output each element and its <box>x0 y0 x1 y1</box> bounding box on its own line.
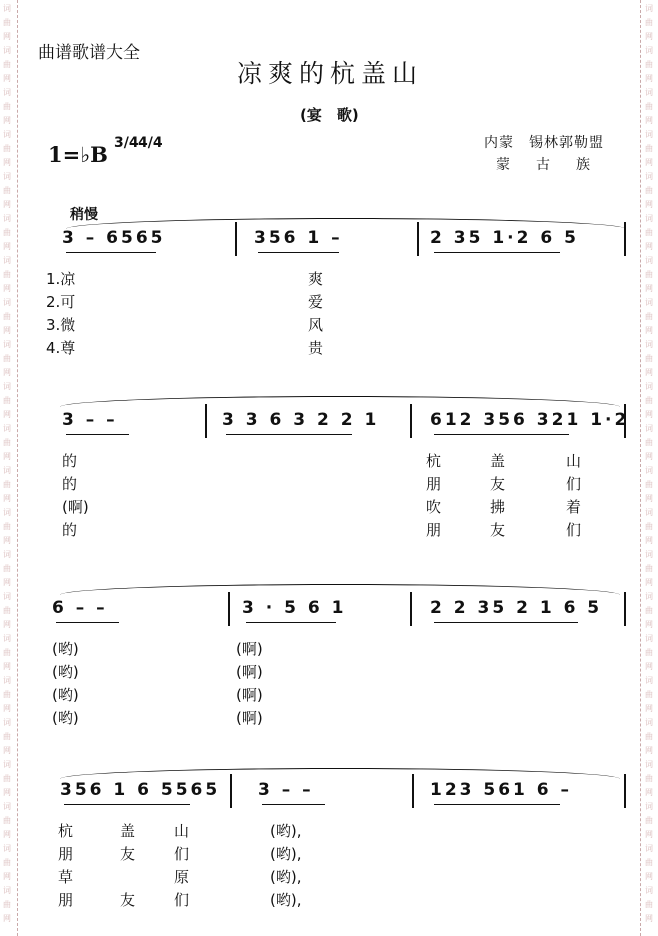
watermark-glyph: 词 <box>3 382 11 391</box>
watermark-glyph: 曲 <box>645 564 653 573</box>
watermark-glyph: 网 <box>3 536 11 545</box>
watermark-glyph: 网 <box>3 158 11 167</box>
watermark-glyph: 网 <box>645 116 653 125</box>
lyric-syllable: 友 <box>490 475 506 493</box>
watermark-glyph: 网 <box>645 788 653 797</box>
measure-notes: 3 3 6 3 2 2 1 <box>222 410 380 430</box>
measure-notes: 356 1 6 5565 <box>60 780 221 800</box>
watermark-glyph: 曲 <box>3 18 11 27</box>
note-beam <box>434 252 560 253</box>
watermark-glyph: 词 <box>645 298 653 307</box>
barline <box>417 222 419 256</box>
note-beam <box>434 622 578 623</box>
barline <box>624 592 626 626</box>
watermark-glyph: 曲 <box>645 396 653 405</box>
watermark-glyph: 曲 <box>645 522 653 531</box>
watermark-glyph: 词 <box>3 214 11 223</box>
phrase-slur <box>60 584 620 595</box>
watermark-glyph: 网 <box>645 914 653 923</box>
note-beam <box>258 252 339 253</box>
watermark-glyph: 网 <box>3 452 11 461</box>
watermark-glyph: 曲 <box>3 480 11 489</box>
barline <box>624 404 626 438</box>
lyric-syllable: 朋 <box>58 891 74 909</box>
watermark-glyph: 词 <box>645 802 653 811</box>
watermark-glyph: 词 <box>3 340 11 349</box>
barline <box>410 404 412 438</box>
watermark-glyph: 曲 <box>645 312 653 321</box>
measure-notes: 2 35 1·2 6 5 <box>430 228 579 248</box>
watermark-glyph: 曲 <box>3 60 11 69</box>
watermark-glyph: 网 <box>645 830 653 839</box>
watermark-glyph: 曲 <box>3 438 11 447</box>
lyric-syllable: 杭 <box>58 822 74 840</box>
lyric-syllable: 朋 <box>426 475 442 493</box>
lyric-syllable: (哟), <box>270 891 302 909</box>
measure-notes: 2 2 35 2 1 6 5 <box>430 598 603 618</box>
watermark-glyph: 网 <box>645 410 653 419</box>
lyric-syllable: 友 <box>490 521 506 539</box>
lyric-syllable: (啊) <box>62 498 89 516</box>
measure-notes: 6 – – <box>52 598 108 618</box>
watermark-glyph: 词 <box>645 886 653 895</box>
lyric-syllable: 的 <box>62 452 78 470</box>
left-watermark-rail <box>0 0 18 936</box>
watermark-glyph: 曲 <box>3 144 11 153</box>
watermark-glyph: 曲 <box>645 144 653 153</box>
lyric-syllable: (啊) <box>236 686 263 704</box>
watermark-glyph: 网 <box>645 872 653 881</box>
watermark-glyph: 曲 <box>3 270 11 279</box>
watermark-glyph: 网 <box>645 536 653 545</box>
lyric-syllable: 朋 <box>58 845 74 863</box>
lyric-syllable: (啊) <box>236 663 263 681</box>
watermark-glyph: 词 <box>645 130 653 139</box>
watermark-glyph: 曲 <box>3 900 11 909</box>
watermark-glyph: 词 <box>3 466 11 475</box>
watermark-glyph: 网 <box>645 74 653 83</box>
watermark-glyph: 词 <box>3 424 11 433</box>
watermark-glyph: 词 <box>3 550 11 559</box>
lyric-syllable: 3.微 <box>46 316 76 334</box>
key-signature: 1=♭B <box>48 142 108 167</box>
watermark-glyph: 曲 <box>3 102 11 111</box>
lyric-syllable: (啊) <box>236 709 263 727</box>
watermark-glyph: 曲 <box>3 816 11 825</box>
lyric-syllable: 盖 <box>120 822 136 840</box>
watermark-glyph: 曲 <box>3 858 11 867</box>
barline <box>412 774 414 808</box>
lyric-syllable: 风 <box>308 316 324 334</box>
watermark-glyph: 曲 <box>3 564 11 573</box>
lyric-syllable: 拂 <box>490 498 506 516</box>
watermark-glyph: 曲 <box>645 228 653 237</box>
watermark-glyph: 词 <box>645 718 653 727</box>
watermark-glyph: 词 <box>645 592 653 601</box>
time-signature-3-4 <box>114 135 139 151</box>
time-signature-text: 3/4 <box>114 135 139 151</box>
watermark-glyph: 网 <box>645 200 653 209</box>
watermark-glyph: 词 <box>645 508 653 517</box>
barline <box>205 404 207 438</box>
lyric-syllable: 1.凉 <box>46 270 76 288</box>
watermark-glyph: 网 <box>645 578 653 587</box>
watermark-glyph: 网 <box>3 410 11 419</box>
watermark-glyph: 网 <box>3 368 11 377</box>
watermark-glyph: 曲 <box>645 480 653 489</box>
note-beam <box>434 804 560 805</box>
watermark-glyph: 曲 <box>645 354 653 363</box>
watermark-glyph: 网 <box>3 242 11 251</box>
watermark-glyph: 词 <box>645 256 653 265</box>
watermark-glyph: 曲 <box>3 732 11 741</box>
watermark-glyph: 曲 <box>645 606 653 615</box>
measure-notes: 3 – 6565 <box>62 228 166 248</box>
watermark-glyph: 曲 <box>3 774 11 783</box>
watermark-glyph: 词 <box>645 88 653 97</box>
watermark-glyph: 词 <box>3 298 11 307</box>
lyric-syllable: 们 <box>566 521 582 539</box>
watermark-glyph: 曲 <box>3 396 11 405</box>
measure-notes: 356 1 – <box>254 228 343 248</box>
note-beam <box>66 252 156 253</box>
watermark-glyph: 曲 <box>645 186 653 195</box>
watermark-glyph: 网 <box>645 704 653 713</box>
lyric-syllable: (哟) <box>52 686 79 704</box>
lyric-syllable: 山 <box>174 822 190 840</box>
watermark-glyph: 曲 <box>645 858 653 867</box>
song-title: 凉爽的杭盖山 <box>236 59 423 88</box>
lyric-syllable: (哟), <box>270 822 302 840</box>
watermark-glyph: 词 <box>3 802 11 811</box>
watermark-glyph: 词 <box>3 844 11 853</box>
measure-notes: 123 561 6 – <box>430 780 573 800</box>
watermark-glyph: 词 <box>645 382 653 391</box>
watermark-glyph: 词 <box>645 760 653 769</box>
watermark-glyph: 词 <box>3 592 11 601</box>
watermark-glyph: 曲 <box>3 606 11 615</box>
watermark-glyph: 词 <box>3 4 11 13</box>
watermark-glyph: 网 <box>3 704 11 713</box>
watermark-glyph: 词 <box>3 508 11 517</box>
watermark-glyph: 词 <box>645 172 653 181</box>
watermark-glyph: 词 <box>3 88 11 97</box>
barline <box>228 592 230 626</box>
watermark-glyph: 网 <box>3 116 11 125</box>
measure-notes: 3 – – <box>258 780 314 800</box>
origin-ethnicity: 蒙古族 <box>496 157 616 173</box>
song-subtitle: (宴 歌) <box>300 106 359 124</box>
lyric-syllable: 爽 <box>308 270 324 288</box>
watermark-glyph: 网 <box>3 326 11 335</box>
lyric-syllable: (哟), <box>270 868 302 886</box>
origin-region: 内蒙 锡林郭勒盟 <box>484 135 604 151</box>
lyric-syllable: 原 <box>174 868 190 886</box>
lyric-syllable: 山 <box>566 452 582 470</box>
lyric-syllable: (哟), <box>270 845 302 863</box>
watermark-glyph: 词 <box>3 130 11 139</box>
measure-notes: 612 356 321 1·2 <box>430 410 630 430</box>
watermark-glyph: 网 <box>3 74 11 83</box>
right-rail-line <box>640 0 641 936</box>
watermark-glyph: 曲 <box>3 312 11 321</box>
watermark-glyph: 词 <box>3 172 11 181</box>
watermark-glyph: 曲 <box>645 270 653 279</box>
watermark-glyph: 词 <box>645 340 653 349</box>
note-beam <box>66 434 129 435</box>
watermark-glyph: 网 <box>645 326 653 335</box>
watermark-glyph: 曲 <box>645 732 653 741</box>
watermark-glyph: 词 <box>3 760 11 769</box>
watermark-glyph: 曲 <box>645 648 653 657</box>
watermark-glyph: 网 <box>3 32 11 41</box>
lyric-syllable: 着 <box>566 498 582 516</box>
watermark-glyph: 曲 <box>3 354 11 363</box>
lyric-syllable: 友 <box>120 845 136 863</box>
lyric-syllable: 爱 <box>308 293 324 311</box>
watermark-glyph: 词 <box>645 550 653 559</box>
watermark-glyph: 曲 <box>3 186 11 195</box>
note-beam <box>56 622 119 623</box>
time-signature-4-4 <box>138 135 163 151</box>
watermark-glyph: 词 <box>645 634 653 643</box>
lyric-syllable: 草 <box>58 868 74 886</box>
barline <box>410 592 412 626</box>
watermark-glyph: 词 <box>645 214 653 223</box>
measure-notes: 3 · 5 6 1 <box>242 598 347 618</box>
lyric-syllable: 4.尊 <box>46 339 76 357</box>
time-signature-text: 4/4 <box>138 135 163 151</box>
watermark-glyph: 词 <box>3 718 11 727</box>
lyric-syllable: 贵 <box>308 339 324 357</box>
watermark-glyph: 网 <box>3 830 11 839</box>
watermark-glyph: 词 <box>3 256 11 265</box>
watermark-glyph: 网 <box>645 32 653 41</box>
lyric-syllable: 2.可 <box>46 293 76 311</box>
lyric-syllable: 朋 <box>426 521 442 539</box>
watermark-glyph: 网 <box>3 872 11 881</box>
watermark-glyph: 曲 <box>3 690 11 699</box>
watermark-glyph: 网 <box>645 452 653 461</box>
right-watermark-rail <box>640 0 658 936</box>
lyric-syllable: 们 <box>566 475 582 493</box>
watermark-glyph: 网 <box>645 158 653 167</box>
watermark-glyph: 词 <box>645 466 653 475</box>
lyric-syllable: 盖 <box>490 452 506 470</box>
watermark-glyph: 网 <box>645 662 653 671</box>
lyric-syllable: (哟) <box>52 640 79 658</box>
lyric-syllable: (哟) <box>52 709 79 727</box>
watermark-glyph: 网 <box>3 914 11 923</box>
watermark-glyph: 网 <box>645 746 653 755</box>
barline <box>235 222 237 256</box>
watermark-glyph: 网 <box>3 494 11 503</box>
watermark-glyph: 词 <box>645 844 653 853</box>
watermark-glyph: 网 <box>645 368 653 377</box>
phrase-slur <box>60 396 620 407</box>
note-beam <box>246 622 336 623</box>
barline <box>624 222 626 256</box>
site-title: 曲谱歌谱大全 <box>38 43 140 63</box>
watermark-glyph: 曲 <box>645 816 653 825</box>
watermark-glyph: 网 <box>3 746 11 755</box>
watermark-glyph: 曲 <box>3 648 11 657</box>
watermark-glyph: 网 <box>3 200 11 209</box>
watermark-glyph: 网 <box>645 284 653 293</box>
watermark-glyph: 词 <box>645 4 653 13</box>
note-beam <box>434 434 569 435</box>
lyric-syllable: 吹 <box>426 498 442 516</box>
lyric-syllable: (哟) <box>52 663 79 681</box>
barline <box>624 774 626 808</box>
watermark-glyph: 网 <box>3 662 11 671</box>
watermark-glyph: 曲 <box>645 102 653 111</box>
tempo-marking: 稍慢 <box>70 207 98 223</box>
watermark-glyph: 曲 <box>3 228 11 237</box>
watermark-glyph: 词 <box>3 886 11 895</box>
watermark-glyph: 曲 <box>3 522 11 531</box>
watermark-glyph: 网 <box>3 284 11 293</box>
lyric-syllable: 友 <box>120 891 136 909</box>
left-rail-line <box>17 0 18 936</box>
watermark-glyph: 词 <box>645 424 653 433</box>
note-beam <box>226 434 352 435</box>
note-beam <box>262 804 325 805</box>
watermark-glyph: 词 <box>645 676 653 685</box>
watermark-glyph: 曲 <box>645 690 653 699</box>
watermark-glyph: 网 <box>3 578 11 587</box>
watermark-glyph: 曲 <box>645 438 653 447</box>
barline <box>230 774 232 808</box>
watermark-glyph: 曲 <box>645 774 653 783</box>
lyric-syllable: 杭 <box>426 452 442 470</box>
lyric-syllable: 的 <box>62 521 78 539</box>
watermark-glyph: 词 <box>3 634 11 643</box>
watermark-glyph: 词 <box>3 676 11 685</box>
lyric-syllable: (啊) <box>236 640 263 658</box>
phrase-slur <box>60 768 620 779</box>
watermark-glyph: 曲 <box>645 900 653 909</box>
watermark-glyph: 网 <box>645 494 653 503</box>
watermark-glyph: 词 <box>645 46 653 55</box>
watermark-glyph: 网 <box>645 620 653 629</box>
lyric-syllable: 的 <box>62 475 78 493</box>
note-beam <box>64 804 190 805</box>
watermark-glyph: 曲 <box>645 18 653 27</box>
measure-notes: 3 – – <box>62 410 118 430</box>
lyric-syllable: 们 <box>174 845 190 863</box>
watermark-glyph: 网 <box>3 788 11 797</box>
watermark-glyph: 网 <box>645 242 653 251</box>
watermark-glyph: 曲 <box>645 60 653 69</box>
lyric-syllable: 们 <box>174 891 190 909</box>
watermark-glyph: 词 <box>3 46 11 55</box>
watermark-glyph: 网 <box>3 620 11 629</box>
